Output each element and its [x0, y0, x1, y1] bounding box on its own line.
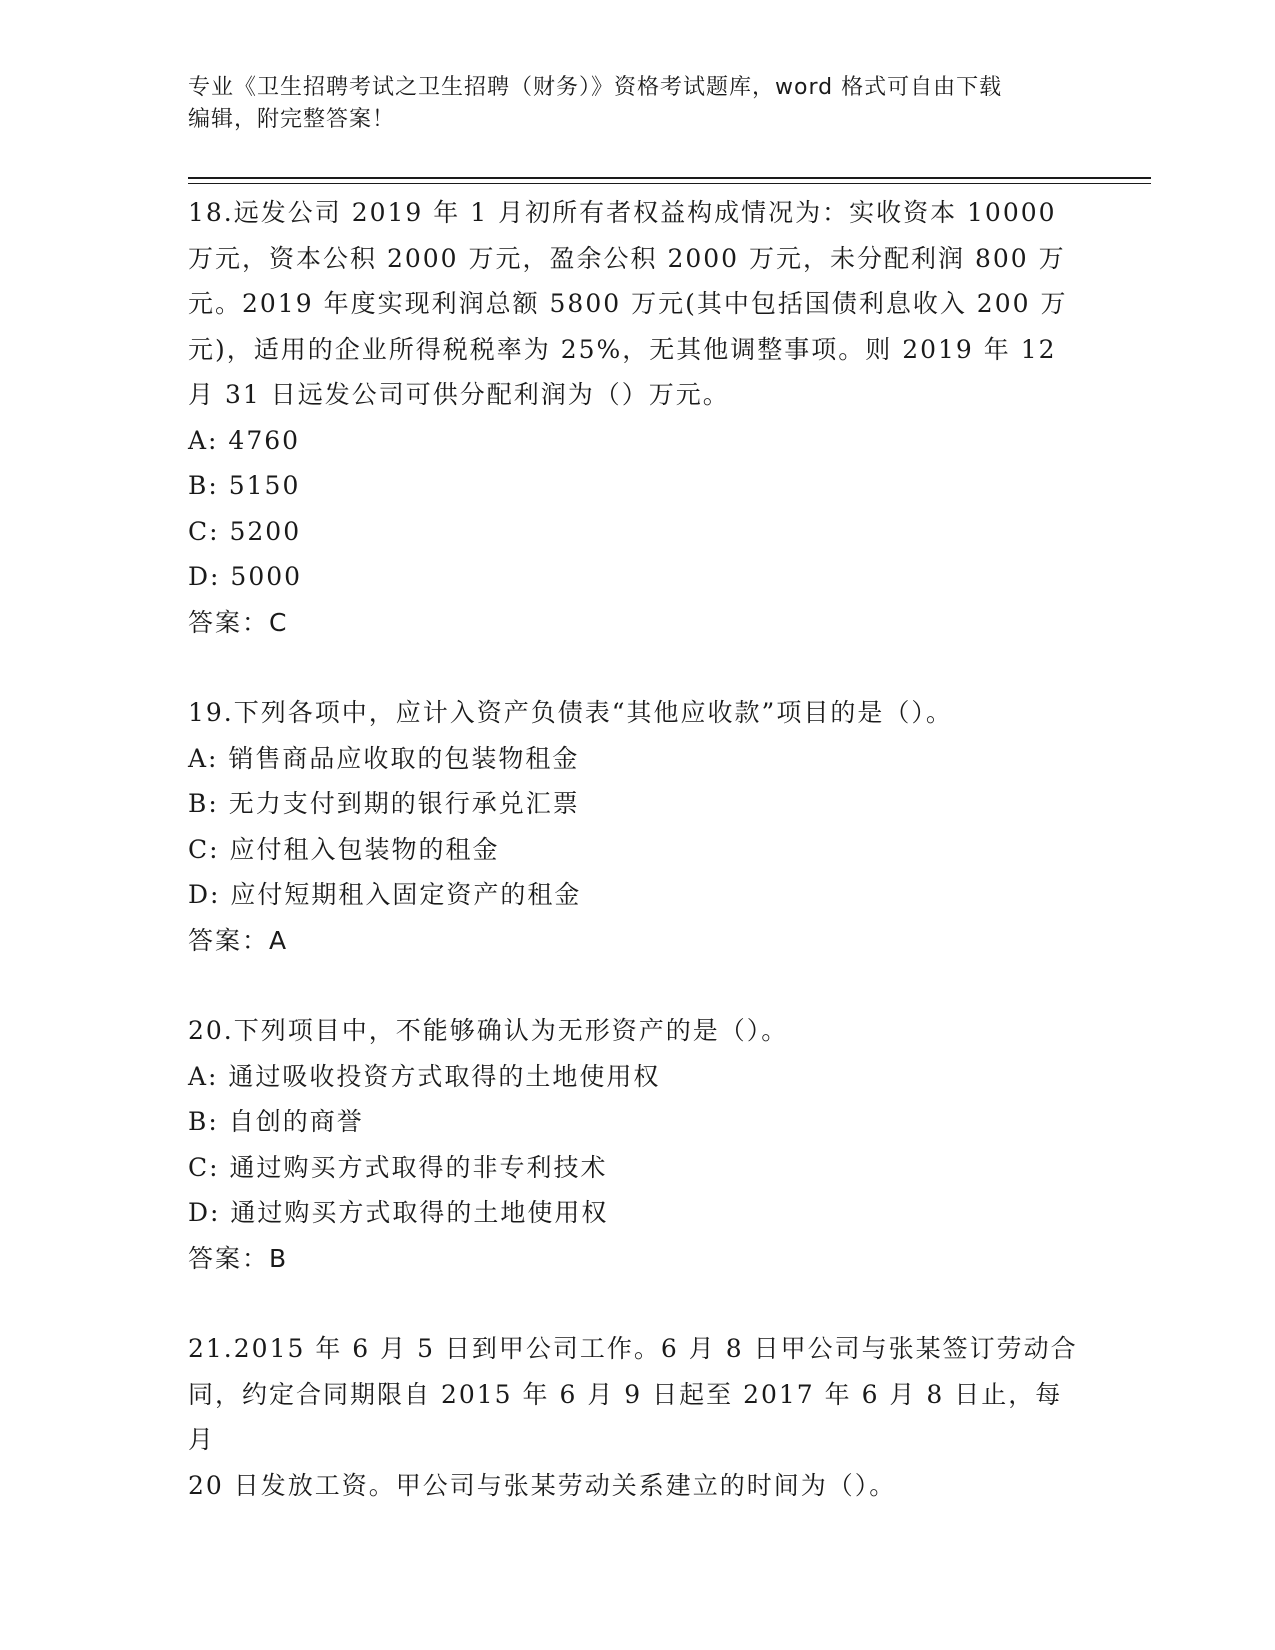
option-a: A: 4760 — [188, 425, 301, 455]
question-stem-line: 20 日发放工资。甲公司与张某劳动关系建立的时间为（）。 — [188, 1470, 897, 1500]
option-b: B: 5150 — [188, 471, 301, 500]
question-19 — [188, 690, 1088, 963]
option-d: D: 应付短期租入固定资产的租金 — [188, 880, 582, 909]
header-divider-thin — [188, 183, 1151, 184]
option-c: C: 通过购买方式取得的非专利技术 — [188, 1152, 608, 1182]
question-stem-line: 同，约定合同期限自 2015 年 6 月 9 日起至 2017 年 6 月 8 日止，每月 — [188, 1379, 1063, 1454]
question-spacer — [188, 1281, 1088, 1326]
question-stem-line: 18.远发公司 2019 年 1 月初所有者权益构成情况为：实收资本 10000 — [188, 198, 1057, 227]
question-stem-line: 月 31 日远发公司可供分配利润为（）万元。 — [188, 380, 730, 409]
option-a: A: 通过吸收投资方式取得的土地使用权 — [188, 1061, 661, 1091]
option-c: C: 应付租入包装物的租金 — [188, 834, 500, 864]
document-header — [188, 72, 1068, 136]
question-20 — [188, 1008, 1088, 1281]
question-stem-line: 21.2015 年 6 月 5 日到甲公司工作。6 月 8 日甲公司与张某签订劳动合 — [188, 1334, 1078, 1363]
question-stem-line: 20.下列项目中，不能够确认为无形资产的是（）。 — [188, 1016, 789, 1045]
answer: 答案：C — [188, 607, 289, 637]
header-divider-thick — [188, 177, 1151, 179]
header-line-2: 编辑，附完整答案！ — [188, 107, 396, 132]
question-stem-line: 元。2019 年度实现利润总额 5800 万元(其中包括国债利息收入 200 万 — [188, 289, 1068, 318]
answer: 答案：A — [188, 925, 289, 955]
answer: 答案：B — [188, 1243, 289, 1273]
option-b: B: 无力支付到期的银行承兑汇票 — [188, 789, 580, 818]
question-stem-line: 万元，资本公积 2000 万元，盈余公积 2000 万元，未分配利润 800 万 — [188, 243, 1066, 273]
option-b: B: 自创的商誉 — [188, 1107, 364, 1136]
question-stem-line: 元)，适用的企业所得税税率为 25%，无其他调整事项。则 2019 年 12 — [188, 334, 1057, 364]
question-list — [188, 190, 1088, 1508]
header-line-1: 专业《卫生招聘考试之卫生招聘（财务）》资格考试题库，word 格式可自由下载 — [188, 75, 1003, 100]
question-stem-line: 19.下列各项中，应计入资产负债表“其他应收款”项目的是（）。 — [188, 698, 953, 727]
question-spacer — [188, 963, 1088, 1008]
option-c: C: 5200 — [188, 516, 302, 546]
question-18 — [188, 190, 1088, 645]
option-d: D: 5000 — [188, 562, 303, 591]
question-spacer — [188, 645, 1088, 690]
option-d: D: 通过购买方式取得的土地使用权 — [188, 1198, 609, 1227]
option-a: A: 销售商品应收取的包装物租金 — [188, 743, 580, 773]
question-21 — [188, 1326, 1088, 1508]
